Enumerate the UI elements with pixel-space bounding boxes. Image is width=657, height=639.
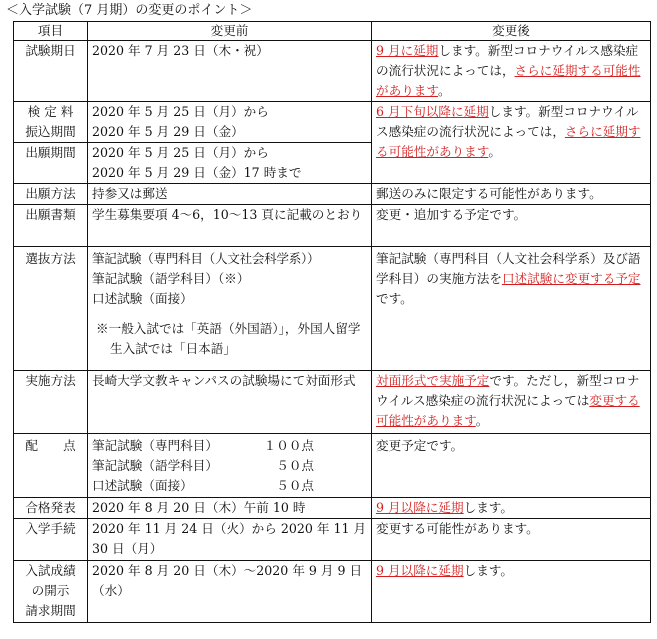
row-before [88, 143, 372, 184]
before-text: 長崎大学文教キャンパスの試験場にて対面形式 [92, 373, 356, 388]
before-text: 筆記試験（専門科目（人文社会科学系）） [92, 251, 320, 266]
row-item: 入学手続 [14, 519, 88, 561]
body-text: です。 [376, 291, 413, 306]
row-before [88, 371, 372, 434]
body-text: です。ただし，新型コロナウイルス感染症の流行状況によっては [376, 373, 640, 408]
row-before [88, 205, 372, 247]
page-title: ＜入学試験（7 月期）の変更のポイント＞ [6, 3, 253, 18]
row-item: 試験期日 [14, 41, 88, 102]
row-item: 配 点 [14, 434, 88, 498]
row-before [88, 561, 372, 623]
table-row [14, 519, 651, 561]
row-item: 出願期間 [14, 143, 88, 184]
before-text: 2020 年 5 月 29 日（金）17 時まで [92, 165, 302, 180]
score-name: 口述試験（面接） [92, 478, 193, 493]
score-name: 筆記試験（専門科目） [92, 438, 218, 453]
emphasis-text: 6 月下旬以降に延期 [376, 104, 489, 119]
body-text: 筆記試験（専門科目（人文社会科学系）及び語学科目）の実施方法を [376, 251, 641, 286]
row-after: 変更・追加する予定です。 [372, 205, 651, 247]
row-after [372, 371, 651, 434]
table-row [14, 371, 651, 434]
emphasis-text: 9 月に延期 [376, 43, 439, 58]
row-before: 持参又は郵送 [88, 184, 372, 205]
table-row [14, 434, 651, 498]
before-text: 2020 年 11 月 24 日（火）から 2020 年 11 月 30 日（月） [92, 521, 367, 556]
note-text: ※一般入試では「英語（外国語）」，外国人留学生入試では「日本語」 [96, 321, 361, 356]
emphasis-text: 変更する可能性があります [376, 393, 640, 428]
row-after: 変更予定です。 [372, 434, 651, 498]
row-item: 出願書類 [14, 205, 88, 247]
score-value: ５０点 [276, 478, 314, 493]
before-text: 2020 年 8 月 20 日（木）～2020 年 9 月 9 日（水） [92, 563, 363, 598]
row-item: 合格発表 [14, 498, 88, 519]
row-after [372, 41, 651, 102]
row-after: 変更する可能性があります。 [372, 519, 651, 561]
emphasis-text: 対面形式で実施予定 [376, 373, 490, 388]
row-before [88, 247, 372, 371]
row-item-line: 振込期間 [25, 124, 76, 139]
row-item [14, 102, 88, 143]
table-row [14, 102, 651, 143]
body-text: 。 [437, 83, 451, 98]
before-text: 2020 年 7 月 23 日（木・祝） [92, 43, 269, 58]
row-before [88, 41, 372, 102]
score-line [92, 476, 367, 496]
score-name: 筆記試験（語学科目） [92, 458, 218, 473]
body-text: します。新型コロナウイルス感染症の流行状況によっては， [376, 104, 639, 139]
table-row [14, 41, 651, 102]
score-value: ５０点 [276, 458, 314, 473]
before-text: 学生募集要項 4～6，10～13 頁に記載のとおり [92, 207, 363, 222]
row-item: 実施方法 [14, 371, 88, 434]
row-after: 郵送のみに限定する可能性があります。 [372, 184, 651, 205]
score-value: １００点 [263, 438, 314, 453]
table-row [14, 205, 651, 247]
row-item: 選抜方法 [14, 247, 88, 371]
emphasis-text: 口述試験に変更する予定 [501, 271, 641, 286]
table-row [14, 247, 651, 371]
body-text: 。 [475, 413, 489, 428]
row-after [372, 247, 651, 371]
row-before [88, 102, 372, 143]
body-text: します。 [463, 563, 513, 578]
row-before [88, 434, 372, 498]
header-before: 変更前 [88, 22, 372, 41]
before-text: 2020 年 5 月 25 日（月）から [92, 145, 269, 160]
before-text: 口述試験（面接） [92, 291, 193, 306]
table-row [14, 561, 651, 623]
row-item [14, 561, 88, 623]
row-item-line: 入試成績 [25, 563, 76, 578]
score-line [92, 456, 367, 476]
before-text: 2020 年 5 月 25 日（月）から [92, 104, 269, 119]
header-item: 項目 [14, 22, 88, 41]
before-text: 筆記試験（語学科目）（※） [92, 271, 250, 286]
table-header-row [14, 22, 651, 41]
body-text: します。新型コロナウイルス感染症の流行状況によっては， [376, 43, 639, 78]
row-item-line: の開示 [31, 583, 70, 598]
row-item: 出願方法 [14, 184, 88, 205]
spacer [92, 309, 367, 319]
before-text: 2020 年 5 月 29 日（金） [92, 124, 244, 139]
emphasis-text: さらに延期する可能性があります [376, 63, 641, 98]
header-after: 変更後 [372, 22, 651, 41]
body-text: します。 [463, 500, 513, 515]
row-before: 2020 年 8 月 20 日（木）午前 10 時 [88, 498, 372, 519]
emphasis-text: さらに延期する可能性があります [376, 124, 641, 159]
table-row [14, 184, 651, 205]
changes-table [13, 21, 651, 623]
table-row [14, 498, 651, 519]
body-text: 。 [488, 144, 501, 159]
row-after [372, 102, 651, 184]
emphasis-text: 9 月以降に延期 [376, 500, 464, 515]
row-after [372, 561, 651, 623]
row-before [88, 519, 372, 561]
emphasis-text: 9 月以降に延期 [376, 563, 464, 578]
row-item-line: 検 定 料 [27, 104, 74, 119]
row-item-line: 請求期間 [25, 603, 76, 618]
score-line [92, 436, 367, 456]
row-after [372, 498, 651, 519]
